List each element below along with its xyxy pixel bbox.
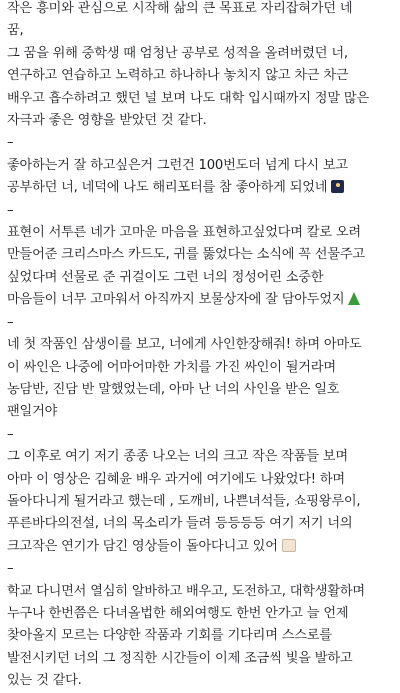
text-line — [7, 536, 395, 558]
text-line: 싶었다며 선물로 준 귀걸이도 그런 너의 정성어린 소중한 — [7, 269, 324, 285]
text-line — [7, 289, 395, 311]
post-text — [7, 0, 395, 693]
separator: – — [7, 426, 14, 442]
text-line: 네 첫 작품인 삼생이를 보고, 너에게 사인한장해줘! 하며 아마도 — [7, 337, 362, 353]
text-line: 연구하고 연습하고 노력하고 하나하나 놓치지 않고 차근 차근 — [7, 68, 349, 84]
text-line: 찾아올지 모르는 다양한 작품과 기회를 기다리며 스스로를 — [7, 628, 332, 644]
separator: – — [7, 202, 14, 218]
separator: – — [7, 135, 14, 151]
text-line: 좋아하는거 잘 하고싶은거 그런건 100번도더 넘게 다시 보고 — [7, 157, 348, 173]
separator: – — [7, 314, 14, 330]
text-line: 표현이 서투른 네가 고마운 마음을 표현하고싶었다며 칼로 오려 — [7, 225, 361, 241]
text-line: 그 이후로 여기 저기 종종 나오는 너의 크고 작은 작품들 보며 — [7, 449, 348, 465]
text-segment: 공부하던 너, 네덕에 나도 해리포터를 참 좋아하게 되었네 — [7, 180, 328, 196]
paragraph — [7, 155, 395, 200]
paragraph — [7, 446, 395, 558]
separator: – — [7, 561, 14, 577]
text-line — [7, 177, 395, 199]
text-line: 작은 흥미와 관심으로 시작해 삶의 큰 목표로 자리잡혀가던 네 — [7, 1, 353, 16]
text-line: 팬일거야 — [7, 404, 58, 420]
paragraph — [7, 0, 395, 132]
text-segment: 크고작은 연기가 담긴 영상들이 돌아다니고 있어 — [7, 538, 278, 554]
text-line: 있는 것 같다. — [7, 673, 82, 689]
text-line: 학교 다니면서 열심히 알바하고 배우고, 도전하고, 대학생활하며 — [7, 583, 365, 599]
text-segment: 마음들이 너무 고마워서 아직까지 보물상자에 잘 담아두었지 — [7, 292, 345, 308]
text-line: 아마 이 영상은 김혜윤 배우 과거에 여기에도 나왔었다! 하며 — [7, 471, 345, 487]
text-line: 발전시키던 너의 그 정직한 시간들이 이제 조금씩 빛을 발하고 — [7, 650, 353, 666]
paragraph — [7, 222, 395, 312]
text-line: 그 꿈을 위해 중학생 때 엄청난 공부로 성적을 올려버렸던 너, — [7, 45, 348, 61]
text-line: 이 싸인은 나중에 어마어마한 가치를 가진 싸인이 될거라며 — [7, 359, 336, 375]
text-line: 자극과 좋은 영향을 받았던 것 같다. — [7, 113, 207, 129]
paragraph — [7, 334, 395, 424]
cake-emoji-icon — [282, 539, 296, 552]
text-line: 누구나 한번쯤은 다녀올법한 해외여행도 한번 안가고 늘 언제 — [7, 605, 349, 621]
text-line: 배우고 흡수하려고 했던 널 보며 나도 대학 입시때까지 정말 많은 — [7, 90, 369, 106]
text-line: 푸른바다의전설, 너의 목소리가 들려 등등등등 여기 저기 너의 — [7, 516, 353, 532]
christmas-tree-emoji-icon — [348, 292, 360, 305]
text-line: 만들어준 크리스마스 카드도, 귀를 뚫었다는 소식에 꼭 선물주고 — [7, 247, 365, 263]
text-line: 돌아다니게 될거라고 했는데 , 도깨비, 나쁜녀석들, 쇼핑왕루이, — [7, 493, 361, 509]
text-line: 농담반, 진담 반 말했었는데, 아마 난 너의 사인을 받은 일호 — [7, 381, 340, 397]
paragraph — [7, 581, 395, 693]
text-line: 꿈, — [7, 23, 24, 39]
night-sky-emoji-icon — [331, 180, 344, 193]
